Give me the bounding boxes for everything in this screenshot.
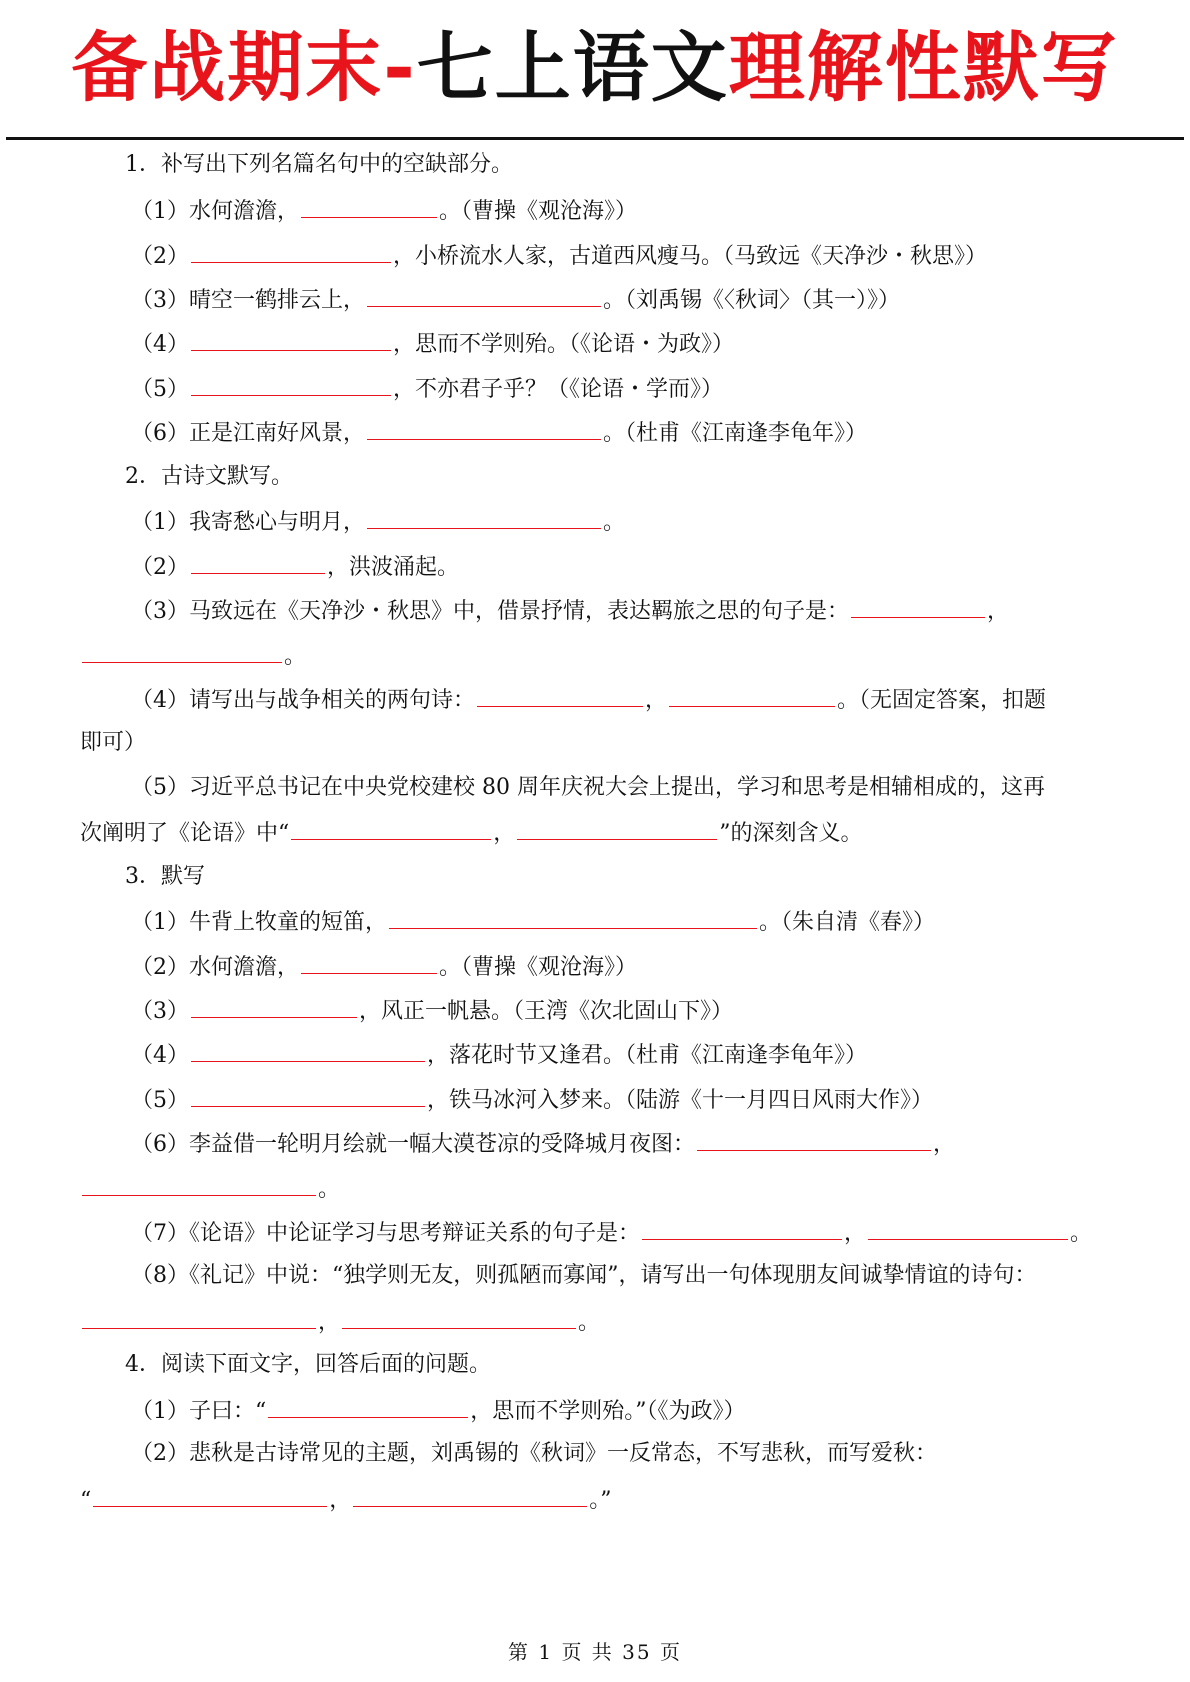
q3-item-6-cont: [80, 1173, 340, 1205]
q4-item-1-prompt: （1）子曰：“: [131, 1399, 267, 1424]
q1-item-6-source: 。（杜甫《江南逢李龟年》）: [603, 421, 868, 446]
q3-item-8: （8）《礼记》中说：“独学则无友，则孤陋而寡闻”，请写出一句体现朋友间诚挚情谊的诗句：: [131, 1263, 1037, 1288]
answer-blank[interactable]: [517, 817, 717, 840]
q3-item-1-source: 。（朱自清《春》）: [759, 910, 936, 935]
page-title: [0, 23, 1190, 112]
q3-item-6-end: 。: [318, 1177, 341, 1202]
q2-item-3-cont: [80, 640, 306, 672]
answer-blank[interactable]: [353, 1484, 587, 1507]
q2-item-4-sep: ，: [645, 688, 668, 713]
q1-item-5-prompt: （5）: [131, 377, 189, 402]
answer-blank[interactable]: [291, 817, 491, 840]
answer-blank[interactable]: [268, 1395, 468, 1418]
q3-heading: 3．默写: [125, 864, 205, 889]
answer-blank[interactable]: [93, 1484, 327, 1507]
q3-item-7: [131, 1217, 1092, 1249]
q1-item-3-prompt: （3）晴空一鹤排云上，: [131, 288, 365, 313]
answer-blank[interactable]: [868, 1217, 1068, 1240]
q1-item-1-source: 。（曹操《观沧海》）: [439, 199, 638, 224]
q1-item-5-source: ，不亦君子乎？（《论语・学而》）: [393, 377, 724, 402]
q4-heading: 4．阅读下面文字，回答后面的问题。: [125, 1352, 491, 1377]
q3-item-8-end: 。: [578, 1310, 601, 1335]
q1-heading: 1．补写出下列名篇名句中的空缺部分。: [125, 152, 513, 177]
q1-item-6-prompt: （6）正是江南好风景，: [131, 421, 365, 446]
answer-blank[interactable]: [191, 995, 357, 1018]
answer-blank[interactable]: [697, 1128, 931, 1151]
q2-item-1-prompt: （1）我寄愁心与明月，: [131, 510, 365, 535]
q4-item-2-sep: ，: [329, 1488, 352, 1513]
answer-blank[interactable]: [191, 373, 391, 396]
q4-item-1-source: ，思而不学则殆。”（《为政》）: [470, 1399, 746, 1424]
answer-blank[interactable]: [367, 284, 601, 307]
answer-blank[interactable]: [191, 1084, 425, 1107]
q3-item-3-prompt: （3）: [131, 999, 189, 1024]
q2-item-2-prompt: （2）: [131, 555, 189, 580]
q2-item-3-end: 。: [284, 644, 307, 669]
title-part-2: 七上语文: [416, 23, 729, 112]
q1-item-2: [131, 240, 987, 272]
q3-item-8-sep: ，: [318, 1310, 341, 1335]
q4-item-2-open-quote: “: [80, 1488, 92, 1513]
q1-item-3: [131, 284, 900, 316]
title-part-1: 备战期末-: [71, 23, 417, 112]
q2-item-4: [131, 684, 1046, 716]
q3-item-5-source: ，铁马冰河入梦来。（陆游《十一月四日风雨大作》）: [427, 1088, 934, 1113]
q3-item-7-end: 。: [1070, 1221, 1093, 1246]
q2-item-2-end: ，洪波涌起。: [327, 555, 460, 580]
q3-item-6-prompt: （6）李益借一轮明月绘就一幅大漠苍凉的受降城月夜图：: [131, 1132, 695, 1157]
answer-blank[interactable]: [669, 684, 835, 707]
q2-heading: 2．古诗文默写。: [125, 464, 293, 489]
q2-item-5-sep: ，: [493, 821, 516, 846]
title-divider: [6, 137, 1184, 140]
q2-item-1-end: 。: [603, 510, 626, 535]
q2-item-4-note: 。（无固定答案，扣题: [837, 688, 1047, 713]
q3-item-5-prompt: （5）: [131, 1088, 189, 1113]
q3-item-5: [131, 1084, 933, 1116]
q3-item-2: [131, 951, 637, 983]
q1-item-4-source: ，思而不学则殆。（《论语・为政》）: [393, 332, 735, 357]
answer-blank[interactable]: [191, 551, 325, 574]
title-part-3: 理解性默写: [728, 23, 1119, 112]
q3-item-7-sep: ，: [844, 1221, 867, 1246]
answer-blank[interactable]: [342, 1306, 576, 1329]
q4-item-2-cont: [80, 1484, 612, 1516]
q2-item-3: [131, 595, 1009, 627]
q1-item-2-prompt: （2）: [131, 244, 189, 269]
q3-item-2-source: 。（曹操《观沧海》）: [439, 955, 638, 980]
answer-blank[interactable]: [191, 1039, 425, 1062]
q2-item-5: （5）习近平总书记在中央党校建校 80 周年庆祝大会上提出，学习和思考是相辅相成的，这再: [131, 775, 1045, 800]
q3-item-1: [131, 906, 935, 938]
page-footer: 第 1 页 共 35 页: [508, 1640, 682, 1664]
answer-blank[interactable]: [389, 906, 757, 929]
answer-blank[interactable]: [301, 195, 437, 218]
q3-item-3-source: ，风正一帆悬。（王湾《次北固山下》）: [359, 999, 734, 1024]
q4-item-2-end: 。”: [589, 1488, 612, 1513]
q1-item-5: [131, 373, 723, 405]
answer-blank[interactable]: [642, 1217, 842, 1240]
q2-item-2: [131, 551, 459, 583]
answer-blank[interactable]: [191, 328, 391, 351]
answer-blank[interactable]: [367, 506, 601, 529]
q3-item-2-prompt: （2）水何澹澹，: [131, 955, 299, 980]
q2-item-5-prompt: 次阐明了《论语》中“: [80, 821, 290, 846]
answer-blank[interactable]: [82, 1173, 316, 1196]
q1-item-3-source: 。（刘禹锡《〈秋词〉（其一）》）: [603, 288, 901, 313]
q2-item-5-end: ”的深刻含义。: [719, 821, 863, 846]
q2-item-1: [131, 506, 625, 538]
q2-item-4-prompt: （4）请写出与战争相关的两句诗：: [131, 688, 475, 713]
q3-item-4: [131, 1039, 867, 1071]
q1-item-2-source: ，小桥流水人家，古道西风瘦马。（马致远《天净沙・秋思》）: [393, 244, 988, 269]
q3-item-8-cont: [80, 1306, 600, 1338]
q1-item-1-prompt: （1）水何澹澹，: [131, 199, 299, 224]
q1-item-1: [131, 195, 637, 227]
answer-blank[interactable]: [82, 1306, 316, 1329]
q3-item-6-sep: ，: [933, 1132, 956, 1157]
q2-item-3-prompt: （3）马致远在《天净沙・秋思》中，借景抒情，表达羁旅之思的句子是：: [131, 599, 849, 624]
answer-blank[interactable]: [851, 595, 985, 618]
q2-item-5-cont: [80, 817, 863, 849]
q2-item-3-sep: ，: [987, 599, 1010, 624]
q4-item-1: [131, 1395, 746, 1427]
q3-item-3: [131, 995, 733, 1027]
q3-item-1-prompt: （1）牛背上牧童的短笛，: [131, 910, 387, 935]
q3-item-7-prompt: （7）《论语》中论证学习与思考辩证关系的句子是：: [131, 1221, 640, 1246]
q3-item-4-prompt: （4）: [131, 1043, 189, 1068]
q4-item-2: （2）悲秋是古诗常见的主题，刘禹锡的《秋词》一反常态，不写悲秋，而写爱秋：: [131, 1441, 937, 1466]
answer-blank[interactable]: [191, 240, 391, 263]
answer-blank[interactable]: [301, 951, 437, 974]
answer-blank[interactable]: [477, 684, 643, 707]
q3-item-4-source: ，落花时节又逢君。（杜甫《江南逢李龟年》）: [427, 1043, 868, 1068]
answer-blank[interactable]: [82, 640, 282, 663]
q1-item-4-prompt: （4）: [131, 332, 189, 357]
answer-blank[interactable]: [367, 417, 601, 440]
q1-item-4: [131, 328, 734, 360]
q2-item-4-cont: 即可）: [80, 730, 147, 755]
q3-item-6: [131, 1128, 955, 1160]
q1-item-6: [131, 417, 867, 449]
